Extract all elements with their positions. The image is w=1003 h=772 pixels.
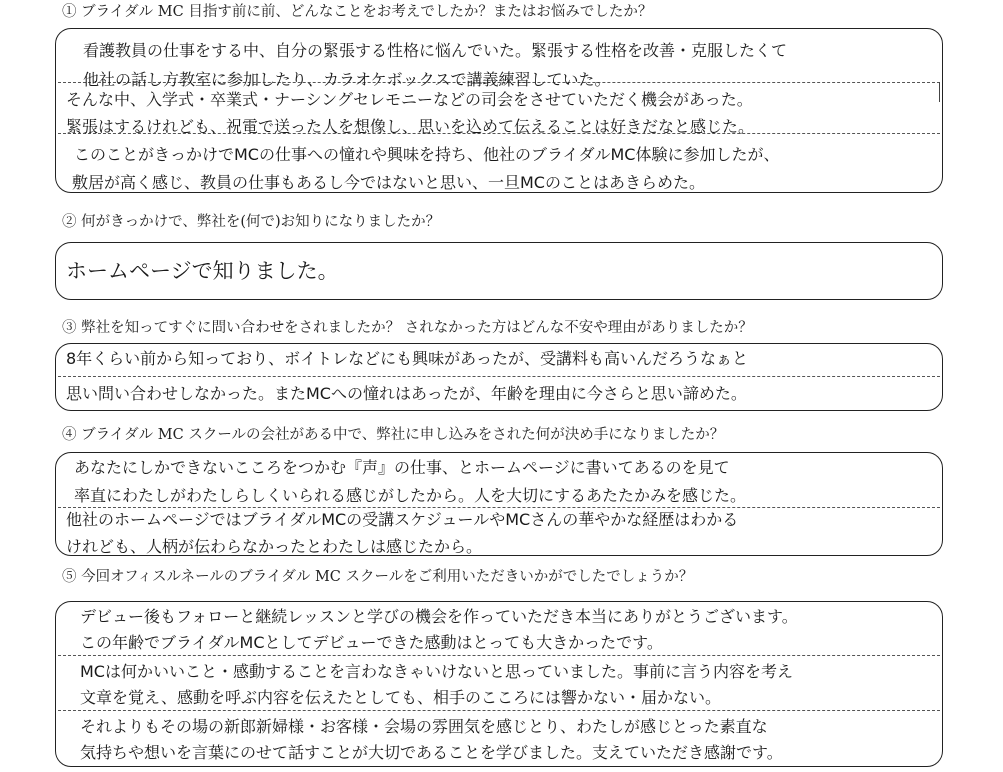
answer-1-line-2: 他社の話し方教室に参加したり、カラオケボックスで講義練習していた。 [83,70,611,89]
answer-1-line-4: 緊張はするけれども、祝電で送った人を想像し、思いを込めて伝えることは好きだなと感じた。 [66,117,755,136]
answer-1-line-3: そんな中、入学式・卒業式・ナーシングセレモニーなどの司会をさせていただく機会があった。 [66,90,753,109]
answer-4-line-1: あなたにしかできないこころをつかむ『声』の仕事、とホームページに書いてあるのを見て [74,458,730,477]
answer-5-line-1: デビュー後もフォローと継続レッスンと学びの機会を作っていただき本当にありがとうございます。 [80,607,798,626]
answer-1-line-5: このことがきっかけでMCの仕事への憧れや興味を持ち、他社のブライダルMC体験に参加したが、 [74,145,780,164]
answer-5-line-3: MCは何かいいこと・感動することを言わなきゃいけないと思っていました。事前に言う内容を考え [80,662,793,681]
question-2-heading: ② 何がきっかけで、弊社を(何で)お知りになりましたか？ [62,214,441,230]
answer-3-line-2: 思い問い合わせしなかった。またMCへの憧れはあったが、年齢を理由に今さらと思い諦めた。 [66,384,747,403]
answer-5-line-4: 文章を覚え、感動を呼ぶ内容を伝えたとしても、相手のこころには響かない・届かない。 [80,688,721,707]
answer-4-line-3: 他社のホームページではブライダルMCの受講スケジュールやMCさんの華やかな経歴はわかる [66,510,739,529]
answer-2-text: ホームページで知りました。 [66,259,339,283]
answer-5-line-5: それよりもその場の新郎新婦様・お客様・会場の雰囲気を感じとり、わたしが感じとった素直な [80,717,768,736]
answer-4-line-2: 率直にわたしがわたしらしくいられる感じがしたから。人を大切にするあたたかみを感じた。 [74,486,747,505]
question-5-heading: ⑤ 今回オフィスルネールのブライダル MC スクールをご利用いただきいかがでしたでしょうか？ [62,569,694,585]
answer-1-line-6: 敷居が高く感じ、教員の仕事もあるし今ではないと思い、一旦MCのことはあきらめた。 [72,173,705,192]
answer-5-line-2: この年齢でブライダルMCとしてデビューできた感動はとっても大きかったです。 [80,633,663,652]
ruled-line [58,710,940,711]
answer-4-line-4: けれども、人柄が伝わらなかったとわたしは感じたから。 [66,537,483,556]
question-1-heading: ① ブライダル MC 目指す前に前、どんなことをお考えでしたか？またはお悩みでしたか？ [62,4,653,20]
question-4-heading: ④ ブライダル MC スクールの会社がある中で、弊社に申し込みをされた何が決め手になりましたか？ [62,427,725,443]
answer-3-line-1: 8年くらい前から知っており、ボイトレなどにも興味があったが、受講料も高いんだろうなぁと [66,349,749,368]
answer-5-line-6: 気持ちや想いを言葉にのせて話すことが大切であることを学びました。支えていただき感謝です。 [80,743,783,762]
ruled-line [58,655,940,656]
question-3-heading: ③ 弊社を知ってすぐに問い合わせをされましたか？ されなかった方はどんな不安や理由がありましたか？ [62,320,753,336]
vertical-rule [939,82,940,102]
ruled-line [58,507,940,508]
ruled-line [58,376,940,377]
answer-1-line-1: 看護教員の仕事をする中、自分の緊張する性格に悩んでいた。緊張する性格を改善・克服したくて [83,41,788,60]
